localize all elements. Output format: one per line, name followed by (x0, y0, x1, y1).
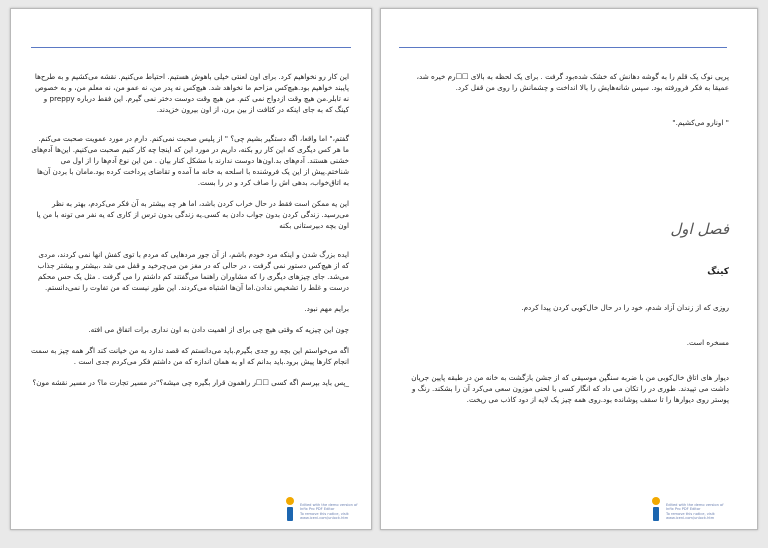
paragraph: مسخره است. (686, 338, 729, 347)
paragraph: پریی نوک یک قلم را به گوشه دهانش که خشک شده‌بود گرفت . برای یک لحظه به بالای ☐☐رم خیره شد، عمیقا به فکر فرورفته بود. سپس شانه‌هایش را بالا انداخت و چشمانش را روی من قفل کرد. (416, 72, 729, 92)
paragraph: چون این چیزیه که وقتی هیچ چی برای از اهمیت دادن به اون نداری برات اتفاق می افته. (88, 325, 349, 334)
right-page (380, 8, 758, 530)
watermark-text: Edited with the demo version of Infix Pro PDF Editor To remove this notice, visit: www.iceni.com/unlock.htm (300, 502, 358, 521)
right-page-body (403, 71, 729, 415)
paragraph: روزی که از زندان آزاد شدم، خود را در حال خال‌کوبی کردن پیدا کردم. (521, 303, 729, 312)
paragraph: _پس باید بپرسم اگه کسی ☐☐ر راهمون قرار بگیره چی میشه؟"در مسیر تجارت ما؟ در مسیر نقشه مون؟ (32, 378, 349, 387)
paragraph: اگه می‌خواستم این بچه رو جدی بگیرم.باید می‌دانستم که قصد ندارد به من خیانت کند اگر همه چیز به سمت انجام کارها پیش برود.باید بدانم که او به همان اندازه که من داشتم فکر می‌کردم جدی است . (30, 346, 349, 366)
paragraph: گفتم،" اما واقعا، اگه دستگیر بشیم چی؟ " از پلیس صحبت نمی‌کنم. دارم در مورد عمویت صحبت می‌کنم. ما هر کس دیگری که این کار رو بکنه، داریم در مورد این که اینجا چه کار کنیم صحبت می‌کنیم. این‌ها آدم‌های خشنی هستند. آدم‌های بد.اون‌ها دوست ندارند با مشکل کنار بیان . من این نوع آدم‌ها را از اول می شناختم.پیش از این یک فروشنده با اسلحه به خانه ما آمده و تقاضای پرداخت کرده بود.مامان با بردن آن‌ها به اتاق‌خواب، بدهی اش را صاف کرد و در را بست. (31, 134, 349, 187)
paragraph: برایم مهم نبود. (304, 304, 349, 313)
infix-logo-icon (649, 497, 663, 521)
section-heading: کینگ (707, 267, 729, 277)
infix-logo-icon (283, 497, 297, 521)
paragraph: دیوار های اتاق خال‌کوبی من با ضربه سنگین موسیقی که از جشن بازگشت به خانه من در طبقه پایین جریان داشت می تپیدند. طوری در را تکان می داد که انگار کسی با لحنی موزون سعی می‌کرد آن را بشکند. رنگ و پوستر روی دیوارها را تا سقف پوشانده بود.روی همه چیز یک لایه از دود کاذب می ریخت. (411, 373, 729, 404)
infix-watermark (283, 497, 372, 521)
paragraph: ایده بزرگ شدن و اینکه مرد خودم باشم، از آن جور مردهایی که مردم با توی کفش انها نمی کردند، مردی که از هیچ‌کس دستور نمی گرفت ، در حالی که در مغز من می‌چرخید و قفل می شد ،بیشتر و بیشتر جذاب می‌شد. جای چیزهای دیگری را که مشاوران راهنما می‌گفتند کم داشتم را می گرفت . مثل یک حس محکم درست و غلط را تشخیص ندادن.اما آن‌ها اشتباه می‌کردند. این طور نیست که من تفاوت را نمی‌دانستم. (37, 250, 349, 292)
left-page (10, 8, 372, 530)
paragraph: " اونارو می‌کشیم." (672, 118, 729, 127)
watermark-text: Edited with the demo version of Infix Pro PDF Editor To remove this notice, visit: www.iceni.com/unlock.htm (666, 502, 724, 521)
paragraph: این کار رو نخواهیم کرد. برای اون لعنتی خیلی باهوش هستیم. احتیاط می‌کنیم. نقشه می‌کشیم و به طرح‌ها پایبند خواهیم بود.هیچ‌کس مزاحم ما نخواهد شد. هیچ‌کس نه پدر من، نه عمو من، نه معلم من، و به خصوص نه تابلر.من هیچ وقت ازدواج نمی کنم. من هیچ وقت دوست دختر نمی گیرم. این فقط درباره preppy و کینگ که به جای اینکه در کثافت از بین برن، از اون بیرون خزیدند. (34, 72, 349, 114)
header-rule (399, 47, 727, 48)
infix-watermark (649, 497, 738, 521)
left-page-body (31, 71, 349, 398)
paragraph: این یه ممکن است فقط در حال خراب کردن باشد، اما هر چه بیشتر به آن فکر می‌کردم، بهتر به نظر می‌رسید. زندگی کردن بدون جواب دادن به کسی.یه زندگی بدون ترس از کاری که یه نفر می تونه با من یا اون بچه دبیرستانی بکنه (36, 199, 349, 230)
header-rule (31, 47, 351, 48)
chapter-title: فصل اول (670, 220, 729, 238)
